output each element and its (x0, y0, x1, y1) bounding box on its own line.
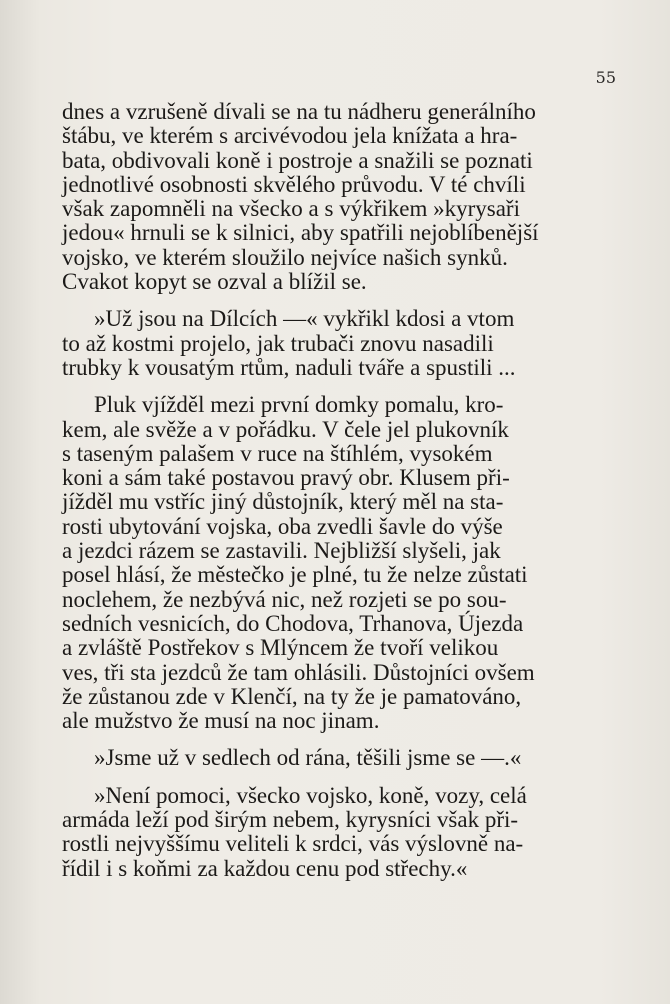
paragraph-3-text: Pluk vjížděl mezi první domky pomalu, kro- kem, ale svěže a v pořádku. V čele jel plukovník s taseným palašem v ruce na štíhlém, vysokém koni a sám také postavou pravý obr. Klusem při- jížděl mu vstříc jiný důstojník, který měl na sta- rosti ubytování vojska, oba zvedli šavle do výše a jezdci rázem se zastavili. Nejbližší slyšeli, jak posel hlásí, že městečko je plné, tu že nelze zůstati noclehem, že nezbývá nic, než rozjeti se po sou- sedních vesnicích, do Chodova, Trhanova, Újezda a zvláště Postřekov s Mlýncem že tvoří velikou ves, tři sta jezdců že tam ohlásili. Důstojníci ovšem že zůstanou zde v Klenčí, na ty že je pamatováno, ale mužstvo že musí na noc jinam. (62, 392, 535, 734)
body-text (62, 100, 602, 881)
page-number: 55 (595, 68, 616, 87)
paragraph-2-text: »Už jsou na Dílcích —« vykřikl kdosi a vtom to až kostmi projelo, jak trubači znovu nasadili trubky k vousatým rtům, naduli tváře a spustili ... (62, 306, 516, 380)
paragraph-3 (62, 393, 602, 733)
paragraph-5 (62, 784, 602, 881)
paragraph-2 (62, 307, 602, 380)
paragraph-1: dnes a vzrušeně dívali se na tu nádheru generálního štábu, ve kterém s arcivévodou jela knížata a hra- bata, obdivovali koně i postroje a snažili se poznati jednotlivé osobnosti skvělého průvodu. V té chvíli však zapomněli na všecko a s výkřikem »kyrysaři jedou« hrnuli se k silnici, aby spatřili nejoblíbenější vojsko, ve kterém sloužilo nejvíce našich synků. Cvakot kopyt se ozval a blížil se. (62, 99, 539, 295)
paragraph-4 (62, 746, 602, 770)
paragraph-5-text: »Není pomoci, všecko vojsko, koně, vozy, celá armáda leží pod širým nebem, kyrysníci však při- rostli nejvyššímu veliteli k srdci, vás výslovně na- řídil i s koňmi za každou cenu pod střechy.« (62, 782, 527, 881)
paragraph-4-text: »Jsme už v sedlech od rána, těšili jsme se —.« (94, 745, 522, 771)
